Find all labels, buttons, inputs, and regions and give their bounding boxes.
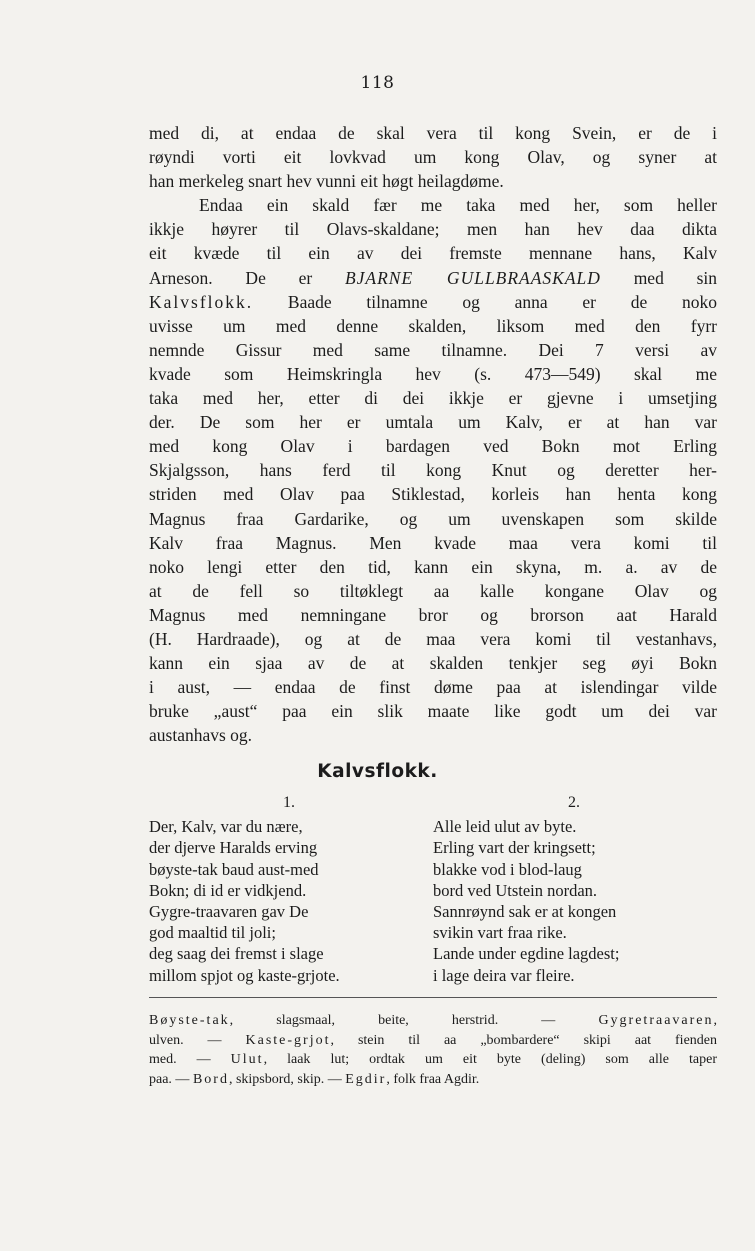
text-line: austanhavs og. — [149, 725, 253, 746]
text-line: røyndi vorti eit lovkvad um kong Olav, og syner at — [149, 147, 717, 168]
verse-line: Sannrøynd sak er at kongen — [433, 902, 617, 922]
verse-line: Gygre-traavaren gav De — [149, 902, 309, 922]
text-line: noko lengi etter den tid, kann ein skyna, m. a. av de — [149, 556, 717, 577]
stanza-number: 2. — [568, 794, 580, 811]
glossed-term: Ulut — [230, 1052, 264, 1068]
footnotes — [149, 1011, 717, 1089]
gloss-text: , skipsbord, skip. — — [228, 1071, 346, 1087]
text-line: med di, at endaa de skal vera til kong Svein, er de i — [149, 123, 717, 143]
text-line: ikkje høyrer til Olavs-skaldane; men han hev daa dikta — [149, 219, 717, 240]
glossed-term: Egdir — [345, 1071, 387, 1087]
glossed-term: Bord — [192, 1071, 229, 1087]
text-line: striden med Olav paa Stiklestad, korleis han henta kong — [149, 484, 717, 505]
text-line: i aust, — endaa de finst døme paa at islendingar vilde — [149, 677, 717, 698]
verse-line: svikin vart fraa rike. — [433, 923, 567, 943]
poem-name-spaced: Kalvsflokk. — [149, 291, 254, 312]
footnote-line — [149, 1011, 717, 1031]
verse-line: i lage deira var fleire. — [433, 965, 575, 985]
gloss-text: , — [713, 1013, 717, 1028]
text-line: bruke „aust“ paa ein slik maate like godt um dei var — [149, 701, 717, 722]
glossed-term: Bøyste-tak — [149, 1013, 230, 1028]
text-line — [149, 266, 717, 290]
verse-line: bøyste-tak baud aust-med — [149, 859, 319, 879]
gloss-text: , slagsmaal, beite, herstrid. — — [229, 1013, 599, 1028]
text-line: eit kvæde til ein av dei fremste mennane hans, Kalv — [149, 243, 717, 264]
skald-name: BJARNE GULLBRAASKALD — [344, 267, 601, 288]
verse-line: blakke vod i blod-laug — [433, 859, 582, 879]
text-line: Magnus fraa Gardarike, og um uvenskapen som skilde — [149, 508, 717, 529]
text-line: kvade som Heimskringla hev (s. 473—549) skal me — [149, 363, 717, 384]
text-line: Endaa ein skald fær me taka med her, som heller — [199, 195, 717, 216]
text-line: taka med her, etter di dei ikkje er gjevne i umsetjing — [149, 388, 717, 409]
footnote-line — [149, 1050, 717, 1070]
text-line: uvisse um med denne skalden, liksom med den fyrr — [149, 315, 717, 336]
gloss-text: , laak lut; ordtak um eit byte (deling) som alle taper — [263, 1052, 717, 1068]
text-segment: Arneson. De er — [149, 267, 313, 288]
gloss-text: , stein til aa „bombardere“ skipi aat fienden — [330, 1032, 717, 1048]
verse-line: Der, Kalv, var du nære, — [149, 817, 303, 837]
glossed-term: Gygretraavaren — [598, 1013, 714, 1028]
stanza-1 — [149, 792, 411, 986]
text-line: Skjalgsson, hans ferd til kong Knut og deretter her- — [149, 460, 717, 481]
gloss-text: , folk fraa Agdir. — [386, 1071, 480, 1087]
footnote-divider — [149, 997, 717, 998]
verse-line: Lande under egdine lagdest; — [433, 944, 620, 964]
glossed-term: Kaste-grjot — [245, 1032, 331, 1048]
body-text — [149, 121, 717, 747]
text-line: med kong Olav i bardagen ved Bokn mot Erling — [149, 436, 717, 457]
text-line: nemnde Gissur med same tilnamne. Dei 7 versi av — [149, 339, 717, 360]
verse-line: der djerve Haralds erving — [149, 838, 318, 858]
stanza-2 — [433, 792, 695, 986]
verse-line: deg saag dei fremst i slage — [149, 944, 324, 964]
footnote-line — [149, 1031, 717, 1051]
verse-line: millom spjot og kaste-grjote. — [149, 965, 340, 985]
footnote-line — [149, 1070, 717, 1090]
gloss-text: paa. — — [149, 1071, 193, 1087]
text-segment: med sin — [633, 267, 718, 288]
text-line: (H. Hardraade), og at de maa vera komi til vestanhavs, — [149, 628, 717, 649]
text-line: Magnus med nemningane bror og brorson aat Harald — [149, 604, 717, 625]
stanza-number: 1. — [283, 794, 295, 811]
text-line: Kalv fraa Magnus. Men kvade maa vera komi til — [149, 532, 717, 553]
verse-line: Alle leid ulut av byte. — [433, 817, 577, 837]
verse-line: bord ved Utstein nordan. — [433, 880, 598, 900]
poem-title: Kalvsflokk. — [317, 761, 438, 782]
text-line: han merkeleg snart hev vunni eit høgt heilagdøme. — [149, 171, 504, 192]
gloss-text: ulven. — — [149, 1032, 246, 1048]
page-number: 118 — [360, 73, 395, 93]
text-segment: Baade tilnamne og anna er de noko — [287, 291, 717, 312]
verse-line: god maaltid til joli; — [149, 923, 276, 943]
verse-line: Bokn; di id er vidkjend. — [149, 880, 307, 900]
verse-line: Erling vart der kringsett; — [433, 838, 596, 858]
text-line: der. De som her er umtala um Kalv, er at han var — [149, 412, 717, 433]
text-line: kann ein sjaa av de at skalden tenkjer seg øyi Bokn — [149, 653, 717, 674]
gloss-text: med. — — [149, 1052, 231, 1068]
text-line — [149, 290, 717, 314]
text-line: at de fell so tiltøklegt aa kalle kongane Olav og — [149, 580, 717, 601]
